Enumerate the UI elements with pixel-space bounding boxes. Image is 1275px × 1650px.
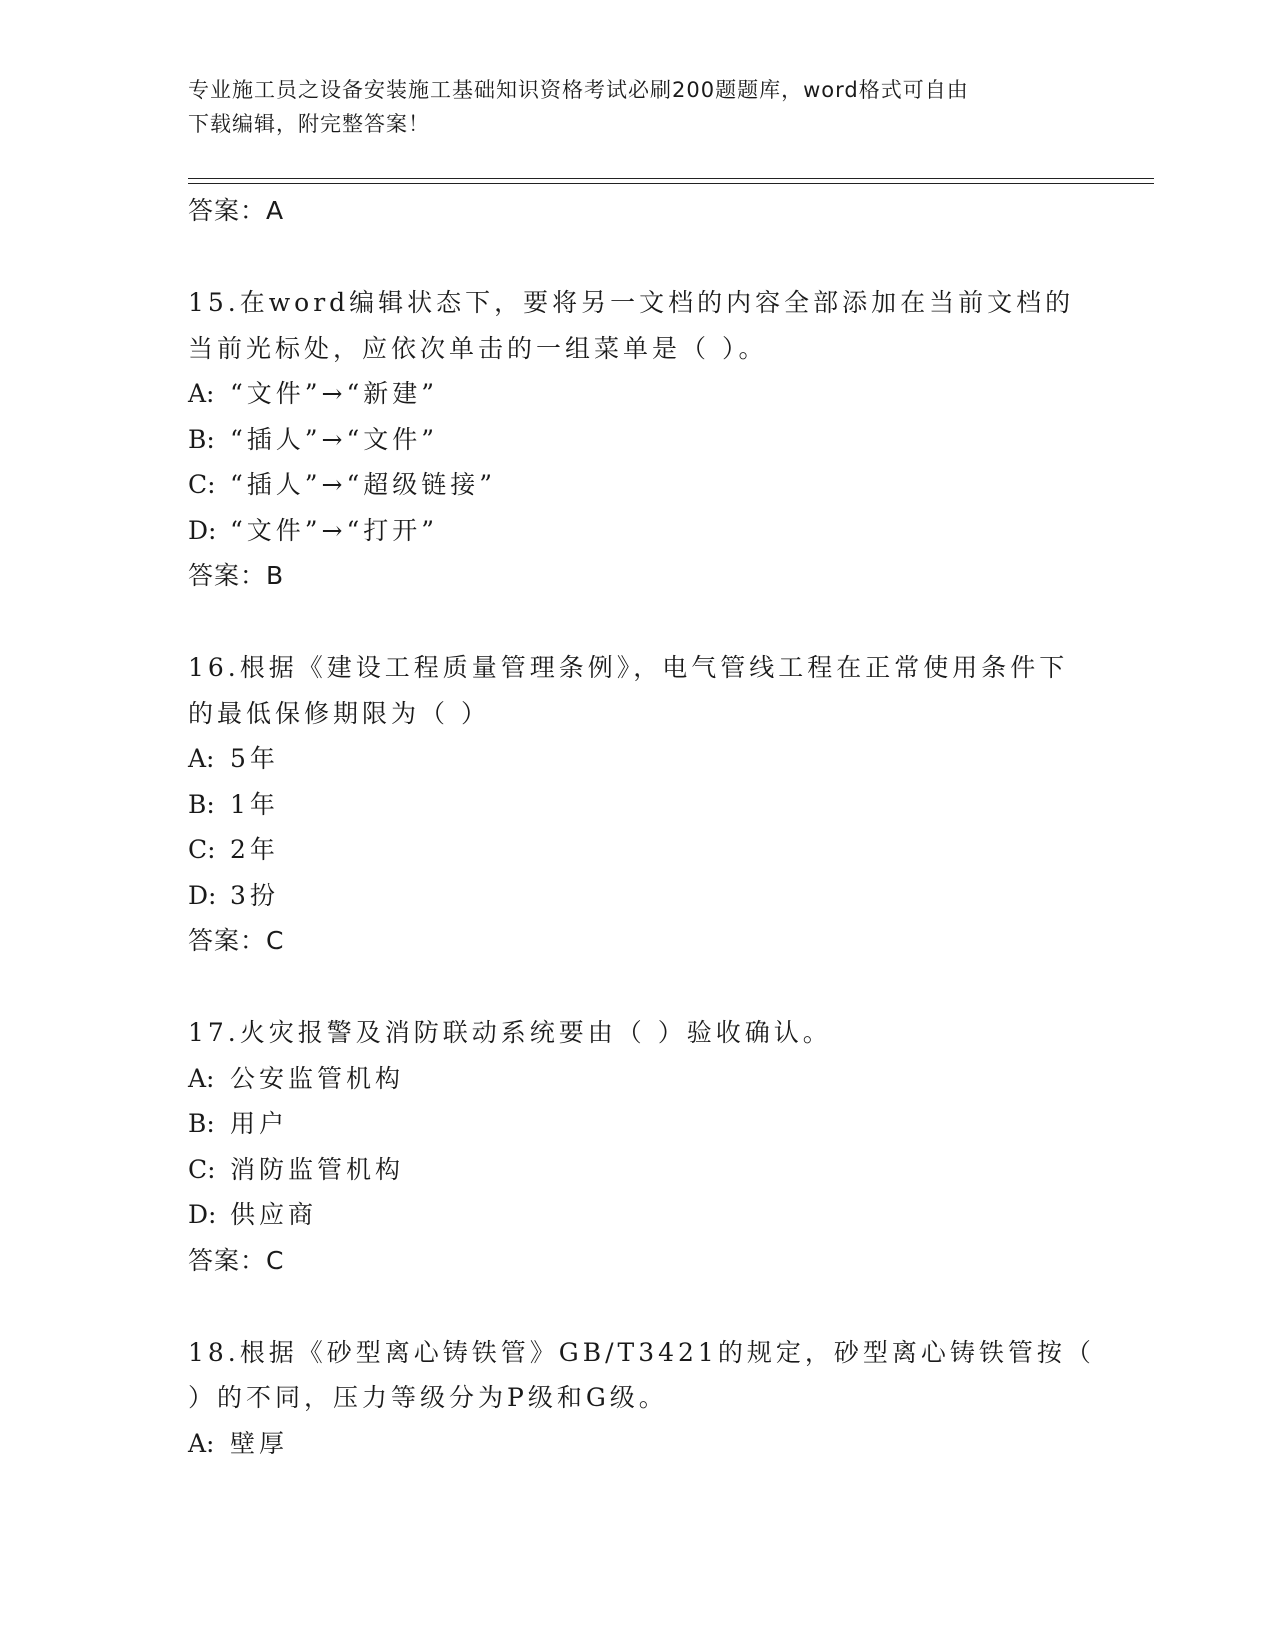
option-a	[188, 371, 1088, 417]
spacer	[188, 234, 1088, 280]
question-text-line: 当前光标处，应依次单击的一组菜单是（ ）。	[188, 333, 768, 363]
option-d	[188, 508, 1088, 554]
question-text-line: 18.根据《砂型离心铸铁管》GB/T3421的规定，砂型离心铸铁管按（	[188, 1337, 1095, 1367]
option-text: 消防监管机构	[230, 1154, 405, 1184]
option-c	[188, 1147, 1088, 1193]
header-line-2: 下载编辑，附完整答案！	[188, 112, 430, 136]
question-16	[188, 645, 1088, 964]
option-a	[188, 736, 1088, 782]
option-b	[188, 782, 1088, 828]
header-rule-top	[188, 178, 1154, 179]
option-a	[188, 1421, 1088, 1467]
option-key: C:	[188, 835, 216, 864]
option-text: 3扮	[230, 880, 279, 910]
option-d	[188, 873, 1088, 919]
option-key: A:	[188, 379, 215, 408]
option-key: B:	[188, 789, 215, 819]
spacer	[188, 964, 1088, 1010]
question-text-line: 的最低保修期限为（ ）	[188, 698, 490, 728]
option-b	[188, 417, 1088, 463]
option-key: B:	[188, 1109, 215, 1138]
option-key: A:	[188, 744, 215, 773]
option-c	[188, 827, 1088, 873]
answer-line: 答案：A	[188, 196, 285, 225]
option-text: 用户	[230, 1109, 289, 1138]
spacer	[188, 1284, 1088, 1330]
option-key: A:	[188, 1063, 215, 1093]
option-text: 壁厚	[230, 1428, 289, 1458]
header-rule-bottom	[188, 183, 1154, 184]
option-text: 供应商	[230, 1200, 318, 1229]
option-text: 5年	[230, 744, 279, 773]
question-text-line: 15.在word编辑状态下，要将另一文档的内容全部添加在当前文档的	[188, 288, 1075, 317]
option-a	[188, 1056, 1088, 1102]
answer-line: 答案：C	[188, 1245, 285, 1275]
option-key: D:	[188, 515, 217, 545]
spacer	[188, 599, 1088, 645]
option-text: “插人”→“超级链接”	[230, 470, 497, 499]
option-key: C:	[188, 1154, 216, 1184]
option-text: “插人”→“文件”	[230, 424, 439, 454]
option-key: B:	[188, 424, 215, 454]
option-key: C:	[188, 470, 216, 499]
answer-line: 答案：C	[188, 926, 285, 955]
option-text: 1年	[230, 789, 279, 819]
question-text-line: ）的不同，压力等级分为P级和G级。	[188, 1383, 668, 1412]
header-line-1: 专业施工员之设备安装施工基础知识资格考试必刷200题题库，word格式可自由	[188, 78, 969, 102]
document-header	[188, 73, 1068, 141]
question-text-line: 17.火灾报警及消防联动系统要由（ ）验收确认。	[188, 1018, 832, 1047]
option-d	[188, 1192, 1088, 1238]
option-text: 2年	[230, 835, 279, 864]
option-text: 公安监管机构	[230, 1063, 405, 1093]
question-15	[188, 280, 1088, 599]
option-b	[188, 1101, 1088, 1147]
option-text: “文件”→“新建”	[230, 379, 439, 408]
answer-line: 答案：B	[188, 561, 285, 590]
option-key: D:	[188, 1200, 217, 1229]
question-text-line: 16.根据《建设工程质量管理条例》，电气管线工程在正常使用条件下	[188, 653, 1069, 682]
question-18	[188, 1330, 1095, 1467]
option-key: A:	[188, 1428, 215, 1458]
option-text: “文件”→“打开”	[230, 515, 439, 545]
option-c	[188, 462, 1088, 508]
question-17	[188, 1010, 1088, 1284]
document-content	[188, 188, 1095, 1466]
option-key: D:	[188, 880, 217, 910]
